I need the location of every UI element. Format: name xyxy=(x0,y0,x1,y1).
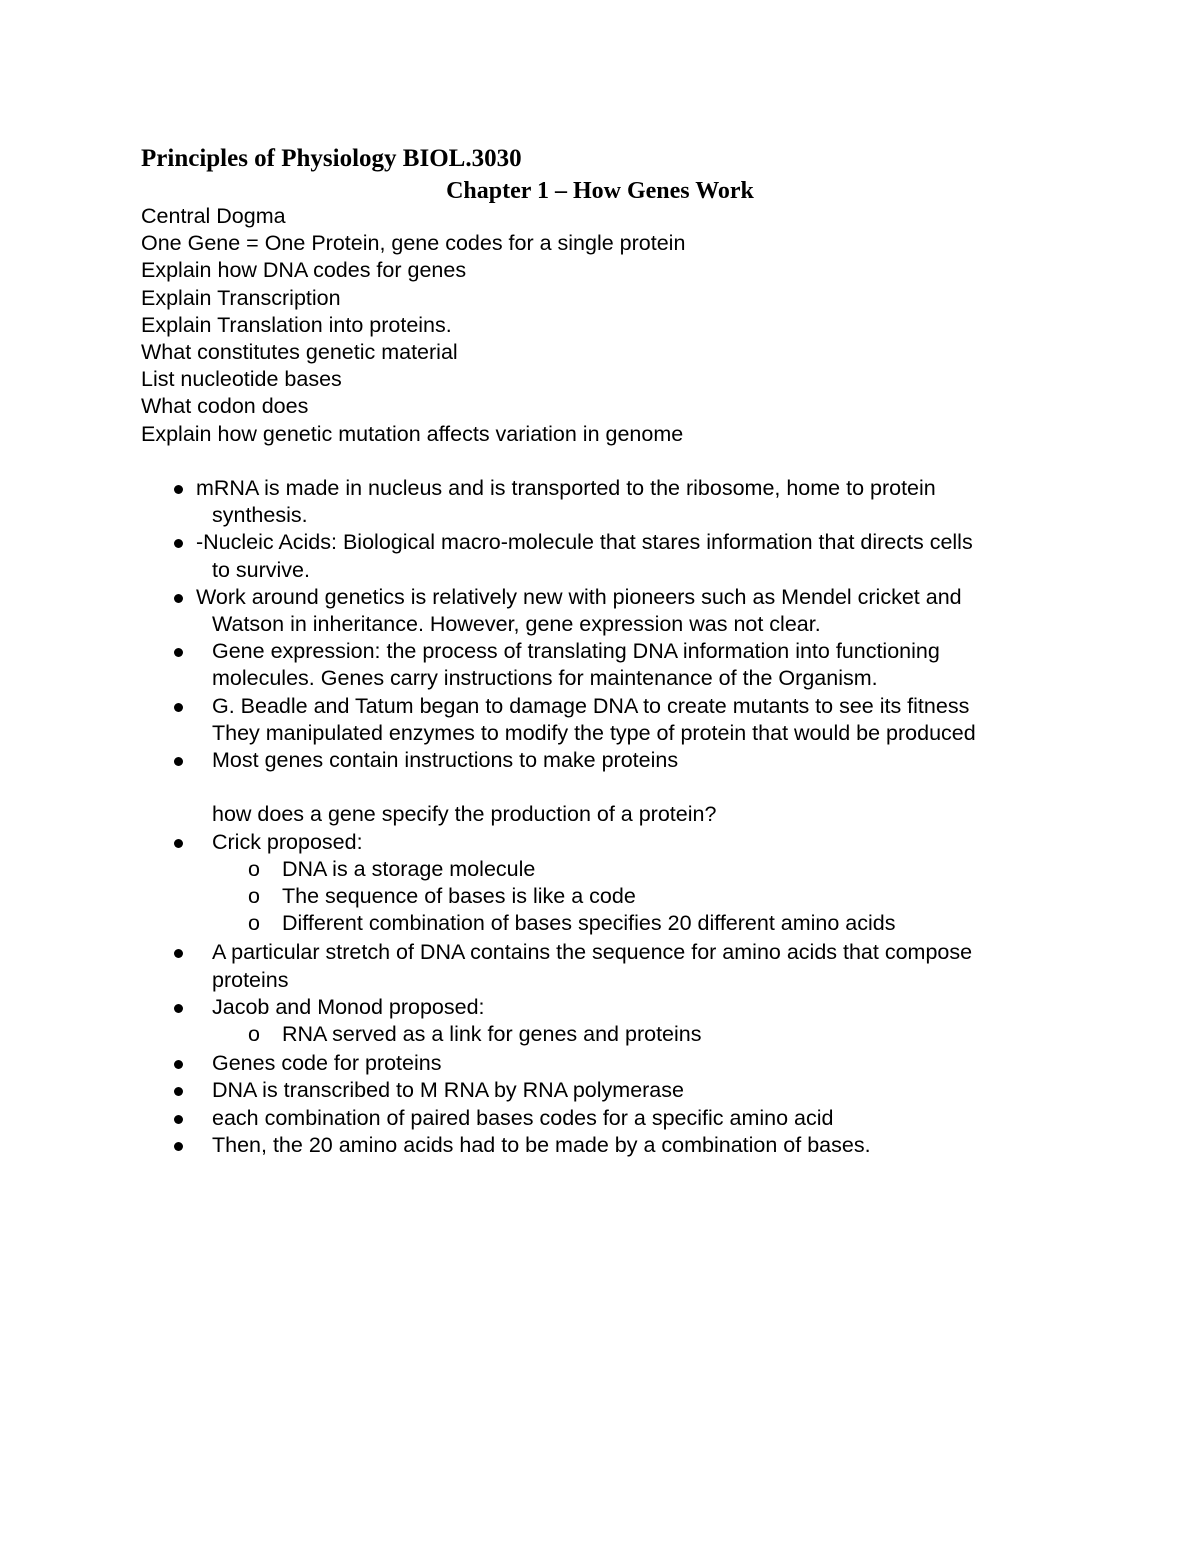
sub-bullet-item xyxy=(141,856,1061,883)
chapter-title: Chapter 1 – How Genes Work xyxy=(446,178,754,204)
bullet-text-line: Genes code for proteins xyxy=(212,1051,442,1076)
bullet-text-line: Most genes contain instructions to make proteins xyxy=(212,748,679,773)
bullet-text-line: molecules. Genes carry instructions for maintenance of the Organism. xyxy=(212,666,878,691)
bullet-item xyxy=(141,638,1061,692)
bullet-icon xyxy=(174,1004,183,1013)
bullet-item xyxy=(141,584,1061,638)
bullet-text-line: each combination of paired bases codes for a specific amino acid xyxy=(212,1105,834,1130)
sub-bullet-icon: o xyxy=(248,856,260,881)
bullet-text-line: They manipulated enzymes to modify the type of protein that would be produced xyxy=(212,720,976,745)
sub-bullet-icon: o xyxy=(248,1022,260,1047)
objective-item: Explain how genetic mutation affects variation in genome xyxy=(141,421,684,446)
sub-bullet-text: The sequence of bases is like a code xyxy=(282,884,636,909)
sub-bullet-icon: o xyxy=(248,911,260,936)
bullet-icon xyxy=(174,1142,183,1151)
objective-item: What codon does xyxy=(141,394,309,419)
bullet-icon xyxy=(174,648,183,657)
sub-bullet-text: RNA served as a link for genes and proteins xyxy=(282,1022,702,1047)
bullet-item xyxy=(141,1132,1061,1159)
bullet-text-line: proteins xyxy=(212,967,289,992)
bullet-icon xyxy=(174,539,183,548)
bullet-text-line: A particular stretch of DNA contains the sequence for amino acids that compose xyxy=(212,940,973,965)
blank-line xyxy=(141,774,1061,801)
sub-bullet-item xyxy=(141,1021,1061,1048)
bullet-item xyxy=(141,529,1061,583)
objective-item: Explain Translation into proteins. xyxy=(141,312,452,337)
course-title: Principles of Physiology BIOL.3030 xyxy=(141,145,522,172)
question-text: how does a gene specify the production of a protein? xyxy=(212,802,717,827)
sub-bullet-item xyxy=(141,910,1061,937)
bullet-icon xyxy=(174,1087,183,1096)
sub-bullet-item xyxy=(141,883,1061,910)
bullet-text-line: Crick proposed: xyxy=(212,829,363,854)
bullet-text-line: synthesis. xyxy=(212,503,308,528)
bullet-icon xyxy=(174,594,183,603)
notes-section xyxy=(141,475,1061,1159)
bullet-icon xyxy=(174,757,183,766)
bullet-text-line: to survive. xyxy=(212,557,310,582)
bullet-item xyxy=(141,693,1061,747)
bullet-text-line: Gene expression: the process of translating DNA information into functioning xyxy=(212,639,940,664)
bullet-item xyxy=(141,994,1061,1021)
bullet-text-line: Work around genetics is relatively new with pioneers such as Mendel cricket and xyxy=(196,584,962,609)
sub-bullet-icon: o xyxy=(248,884,260,909)
learning-objectives-list xyxy=(141,203,685,448)
bullet-item xyxy=(141,747,1061,774)
bullet-text-line: -Nucleic Acids: Biological macro-molecule that stares information that directs cells xyxy=(196,530,973,555)
bullet-icon xyxy=(174,1115,183,1124)
bullet-icon xyxy=(174,485,183,494)
bullet-text-line: Watson in inheritance. However, gene expression was not clear. xyxy=(212,612,821,637)
bullet-item xyxy=(141,1105,1061,1132)
objective-item: List nucleotide bases xyxy=(141,367,342,392)
bullet-item xyxy=(141,475,1061,529)
objective-item: What constitutes genetic material xyxy=(141,340,458,365)
objective-item: Central Dogma xyxy=(141,204,286,228)
bullet-text-line: Jacob and Monod proposed: xyxy=(212,994,485,1019)
bullet-text-line: mRNA is made in nucleus and is transported to the ribosome, home to protein xyxy=(196,476,936,500)
sub-bullet-text: Different combination of bases specifies 20 different amino acids xyxy=(282,911,896,936)
objective-item: One Gene = One Protein, gene codes for a single protein xyxy=(141,231,686,256)
bullet-icon xyxy=(174,1060,183,1069)
objective-item: Explain Transcription xyxy=(141,285,341,310)
bullet-item xyxy=(141,1077,1061,1104)
bullet-text-line: G. Beadle and Tatum began to damage DNA to create mutants to see its fitness xyxy=(212,693,970,718)
bullet-icon xyxy=(174,839,183,848)
bullet-icon xyxy=(174,949,183,958)
bullet-item xyxy=(141,1050,1061,1077)
objective-item: Explain how DNA codes for genes xyxy=(141,258,467,283)
bullet-item xyxy=(141,939,1061,993)
bullet-item xyxy=(141,829,1061,856)
bullet-icon xyxy=(174,703,183,712)
bullet-text-line: DNA is transcribed to M RNA by RNA polymerase xyxy=(212,1078,684,1103)
sub-bullet-text: DNA is a storage molecule xyxy=(282,856,536,881)
bullet-text-line: Then, the 20 amino acids had to be made by a combination of bases. xyxy=(212,1132,871,1157)
